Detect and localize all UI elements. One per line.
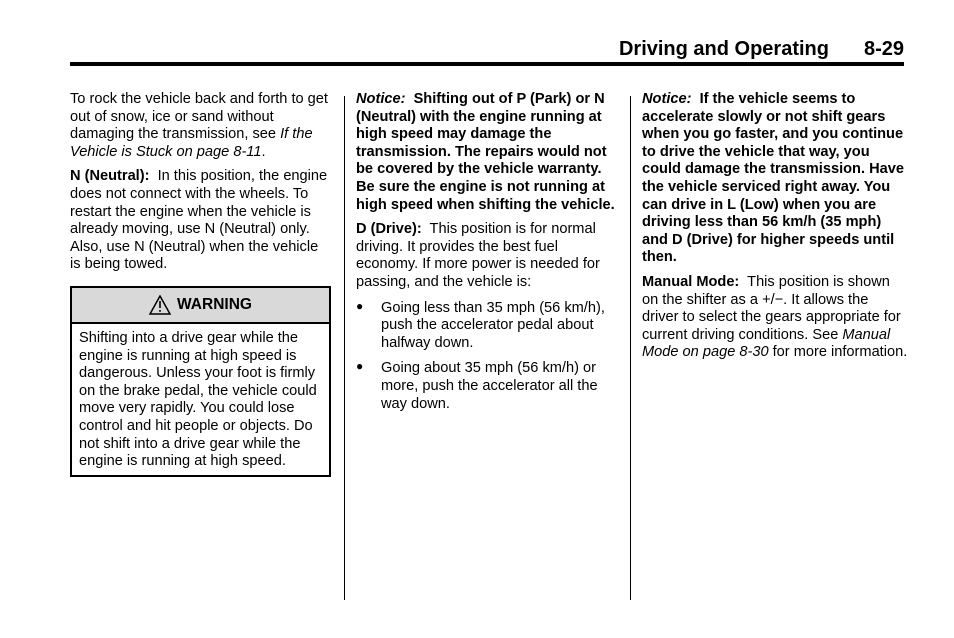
neutral-paragraph: [70, 168, 332, 274]
neutral-label: N (Neutral):: [70, 168, 150, 185]
page-header: [70, 38, 904, 62]
manual-mode-reference-link[interactable]: Manual Mode on page 8-30: [642, 326, 891, 361]
manual-mode-text-end: for more information.: [768, 344, 908, 361]
notice-label: Notice:: [356, 91, 406, 107]
warning-box: [70, 286, 331, 477]
column-3: [642, 91, 908, 369]
manual-mode-paragraph: [642, 274, 908, 362]
column-divider: [630, 96, 631, 600]
notice-text: If the vehicle seems to accelerate slowly or not shift gears when you go faster, and you continue to drive the vehicle that way, you could damage the transmission. Have the vehicle serviced right away. You can drive in L (Low) when you are driving less than 56 km/h (35 mph) and D (Drive) for higher speeds until then.: [642, 91, 904, 266]
notice-paragraph: [642, 91, 908, 267]
bullet-icon: ●: [356, 359, 364, 374]
warning-triangle-icon: [149, 295, 171, 315]
notice-text: Shifting out of P (Park) or N (Neutral) with the engine running at high speed may damage the transmission. The repairs would not be covered by the vehicle warranty. Be sure the engine is not running at high speed when shifting the vehicle.: [356, 91, 615, 213]
notice-paragraph: [356, 91, 620, 214]
notice-label: Notice:: [642, 91, 692, 107]
drive-bullet-list: [356, 300, 620, 414]
warning-title: WARNING: [177, 296, 252, 314]
section-title: Driving and Operating: [618, 38, 829, 60]
column-2: [356, 91, 620, 421]
list-item: [356, 360, 620, 413]
manual-mode-text: This position is shown on the shifter as a +/−. It allows the driver to select the gears appropriate for current driving conditions. See: [642, 273, 901, 343]
neutral-text: In this position, the engine does not connect with the wheels. To restart the engine when the vehicle is already moving, use N (Neutral) only. Also, use N (Neutral) when the vehicle is being towed.: [70, 168, 328, 273]
list-item: [356, 300, 620, 353]
drive-paragraph: [356, 221, 620, 291]
warning-header: [72, 288, 329, 324]
warning-text: Shifting into a drive gear while the engine is running at high speed is dangerous. Unless your foot is firmly on the brake pedal, the vehicle could move very rapidly. You could lose control and hit people or objects. Do not shift into a drive gear while the engine is running at high speed.: [79, 329, 317, 470]
header-rule: [70, 62, 904, 66]
rock-paragraph: [70, 91, 332, 161]
stuck-reference-link[interactable]: If the Vehicle is Stuck on page 8-11: [70, 126, 313, 160]
drive-label: D (Drive):: [356, 221, 422, 238]
column-1: [70, 91, 332, 477]
column-divider: [344, 96, 345, 600]
rock-text-end: .: [261, 143, 266, 160]
page-number: 8-29: [863, 38, 904, 60]
manual-mode-label: Manual Mode:: [642, 273, 740, 290]
bullet-text: Going about 35 mph (56 km/h) or more, push the accelerator all the way down.: [381, 360, 598, 412]
drive-text: This position is for normal driving. It provides the best fuel economy. If more power is needed for passing, and the vehicle is:: [356, 221, 600, 290]
rock-text: To rock the vehicle back and forth to get out of snow, ice or sand without damaging the transmission, see: [70, 91, 328, 143]
bullet-icon: ●: [356, 298, 364, 313]
bullet-text: Going less than 35 mph (56 km/h), push the accelerator pedal about halfway down.: [381, 299, 605, 351]
